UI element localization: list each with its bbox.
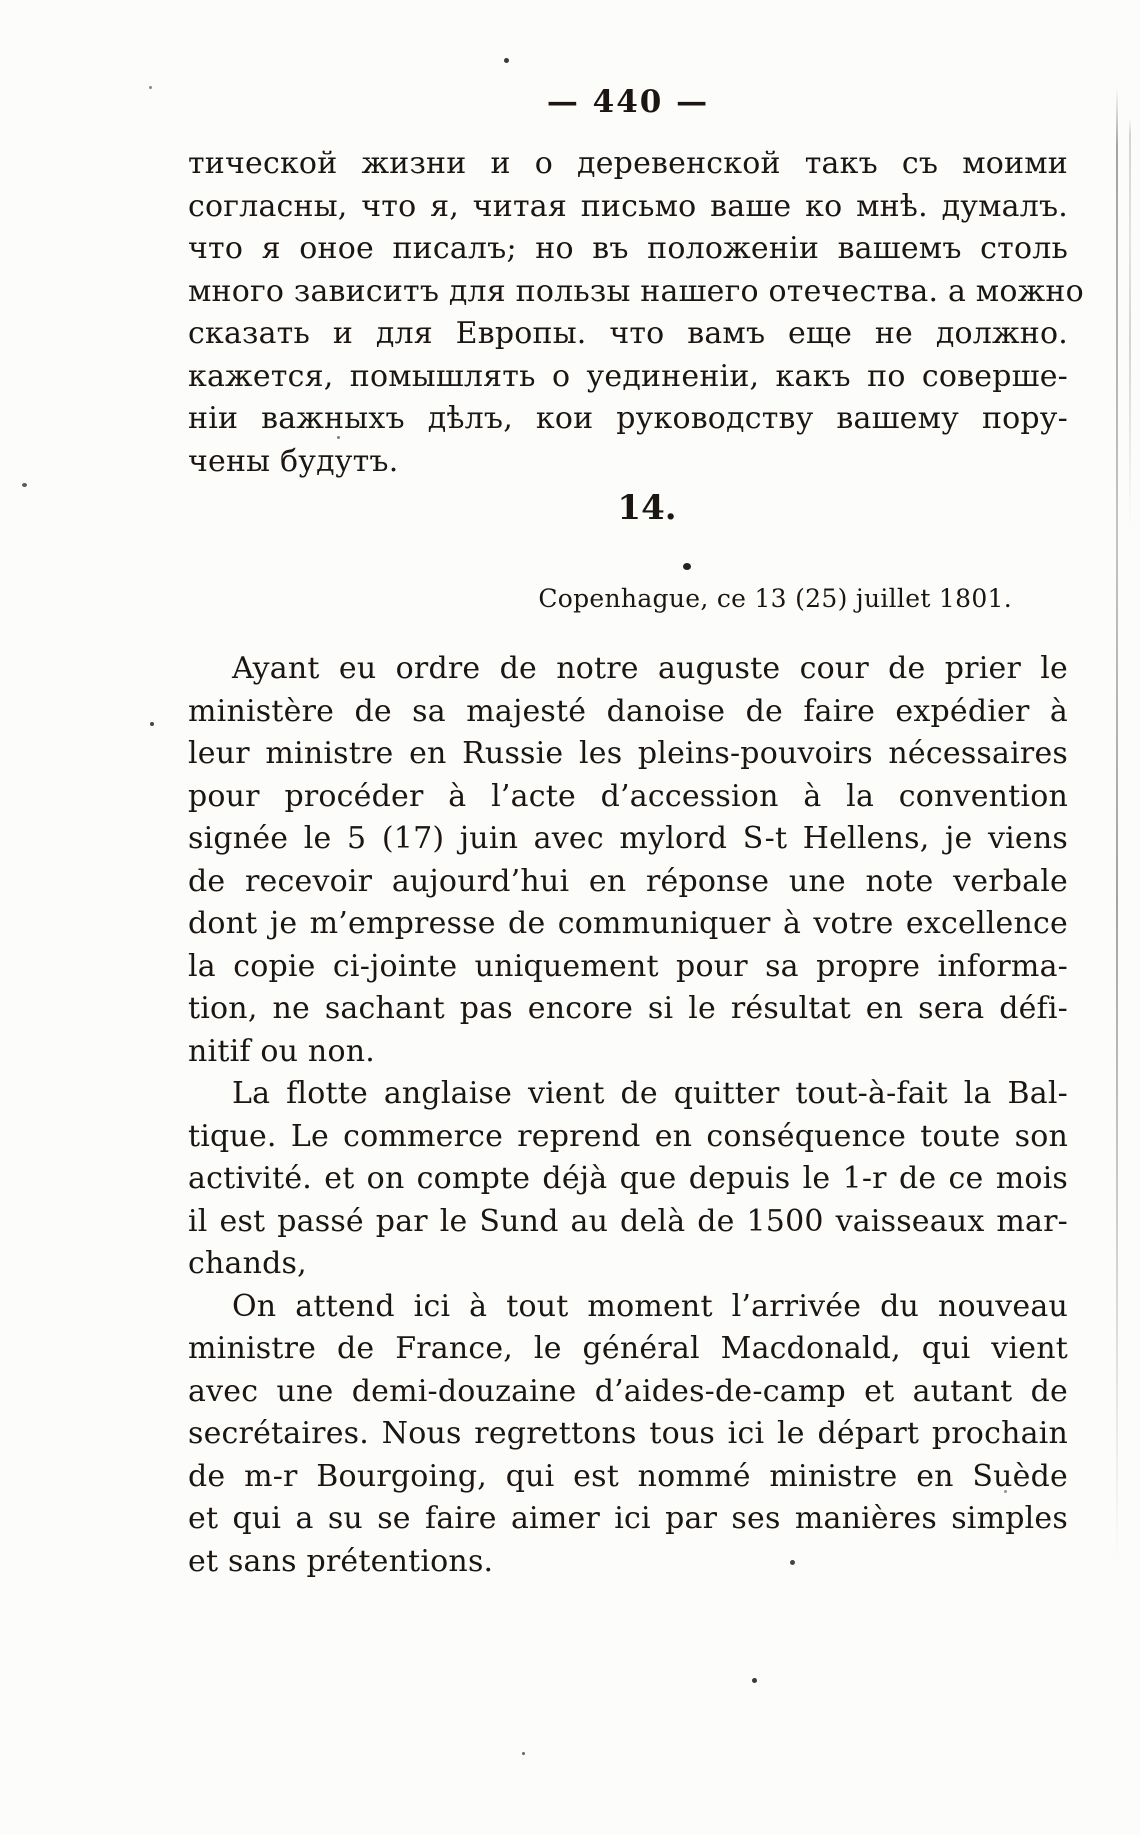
text-line: сказать и для Европы. что вамъ еще не должно. <box>188 316 1068 351</box>
ink-speck <box>504 58 509 63</box>
text-line: что я оное писалъ; но въ положеніи вашемъ столь <box>188 231 1068 266</box>
text-line: ministre de France, le général Macdonald, qui vient <box>188 1331 1068 1366</box>
ink-speck <box>1004 1490 1007 1493</box>
ink-speck <box>22 483 27 487</box>
ink-speck <box>683 563 691 570</box>
text-line: de recevoir aujourd’hui en réponse une note verbale <box>188 863 1068 899</box>
text-line: tique. Le commerce reprend en conséquence toute son <box>188 1118 1068 1154</box>
text-line: nitif ou non. <box>188 1033 375 1069</box>
text-line: согласны, что я, читая письмо ваше ко мнѣ. думалъ. <box>188 188 1068 224</box>
text-line: leur ministre en Russie les pleins-pouvoirs nécessaires <box>188 736 1068 771</box>
text-line: dont je m’empresse de communiquer à votre excellence <box>188 906 1068 941</box>
text-line: Ayant eu ordre de notre auguste cour de prier le <box>232 651 1068 686</box>
text-line: chands, <box>188 1246 307 1281</box>
text-line: тической жизни и о деревенской такъ съ моими <box>188 146 1068 181</box>
text-line: et qui a su se faire aimer ici par ses manières simples <box>188 1501 1068 1536</box>
ink-speck <box>149 86 152 89</box>
text-line: il est passé par le Sund au delà de 1500 vaisseaux mar- <box>188 1203 1068 1239</box>
russian-paragraph <box>188 143 1084 483</box>
text-line: activité. et on compte déjà que depuis le 1-r de ce mois <box>188 1161 1068 1196</box>
french-letter-body <box>188 648 1068 1583</box>
ink-speck <box>150 722 154 726</box>
page-number: — 440 — <box>546 84 710 120</box>
text-line: avec une demi-douzaine d’aides-de-camp et autant de <box>188 1373 1068 1409</box>
ink-speck <box>522 1752 525 1755</box>
dateline: Copenhague, ce 13 (25) juillet 1801. <box>538 584 1012 613</box>
ink-speck <box>752 1678 757 1683</box>
text-line: много зависитъ для пользы нашего отечества. а можно <box>188 273 1084 309</box>
text-line: la copie ci-jointe uniquement pour sa propre informa- <box>188 948 1068 984</box>
letter-number-heading: 14. <box>617 488 677 528</box>
page-edge-shadow <box>1129 118 1131 528</box>
page-edge-shadow <box>1116 88 1118 1563</box>
text-line: et sans prétentions. <box>188 1543 494 1579</box>
text-line: On attend ici à tout moment l’arrivée du nouveau <box>232 1288 1068 1324</box>
text-line: La flotte anglaise vient de quitter tout-à-fait la Bal- <box>232 1076 1068 1111</box>
text-line: tion, ne sachant pas encore si le résultat en sera défi- <box>188 991 1068 1026</box>
text-line: чены будутъ. <box>188 443 399 479</box>
ink-speck <box>790 1560 795 1565</box>
ink-speck <box>337 436 340 439</box>
text-line: secrétaires. Nous regrettons tous ici le départ prochain <box>188 1416 1068 1451</box>
text-line: ніи важныхъ дѣлъ, кои руководству вашему пору- <box>188 401 1068 436</box>
text-line: de m-r Bourgoing, qui est nommé ministre en Suède <box>188 1458 1068 1494</box>
text-line: pour procéder à l’acte d’accession à la convention <box>188 778 1068 814</box>
text-line: signée le 5 (17) juin avec mylord S-t Hellens, je viens <box>188 821 1068 856</box>
text-line: ministère de sa majesté danoise de faire expédier à <box>188 693 1068 729</box>
text-line: кажется, помышлять о уединеніи, какъ по соверше- <box>188 358 1068 394</box>
